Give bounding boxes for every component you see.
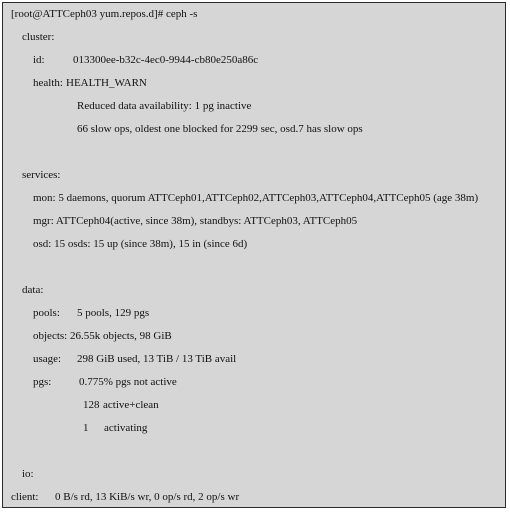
pools-label: pools: bbox=[33, 307, 60, 319]
service-mgr: mgr: ATTCeph04(active, since 38m), standbys: ATTCeph03, ATTCeph05 bbox=[33, 215, 358, 227]
terminal-window[interactable] bbox=[2, 2, 506, 508]
cluster-id-label: id: bbox=[33, 54, 45, 66]
pgs-label: pgs: bbox=[33, 376, 52, 388]
pg-state-count: 1 bbox=[83, 422, 89, 434]
health-label: health: bbox=[33, 77, 63, 89]
data-header: data: bbox=[22, 284, 44, 296]
pg-state-count: 128 bbox=[83, 399, 100, 411]
health-warning: 66 slow ops, oldest one blocked for 2299 sec, osd.7 has slow ops bbox=[77, 123, 363, 135]
pools-value: 5 pools, 129 pgs bbox=[77, 307, 150, 319]
io-client-value: 0 B/s rd, 13 KiB/s wr, 0 op/s rd, 2 op/s wr bbox=[55, 491, 240, 503]
cluster-header: cluster: bbox=[22, 31, 55, 43]
pgs-value: 0.775% pgs not active bbox=[79, 376, 177, 388]
pg-state-name: activating bbox=[104, 422, 148, 434]
service-mon: mon: 5 daemons, quorum ATTCeph01,ATTCeph02,ATTCeph03,ATTCeph04,ATTCeph05 (age 38m) bbox=[33, 192, 479, 204]
command-prompt: [root@ATTCeph03 yum.repos.d]# ceph -s bbox=[11, 8, 198, 20]
io-header: io: bbox=[22, 468, 34, 480]
health-status: HEALTH_WARN bbox=[66, 77, 147, 89]
health-warning: Reduced data availability: 1 pg inactive bbox=[77, 100, 252, 112]
usage-label: usage: bbox=[33, 353, 62, 365]
objects-line: objects: 26.55k objects, 98 GiB bbox=[33, 330, 172, 342]
services-header: services: bbox=[22, 169, 61, 181]
service-osd: osd: 15 osds: 15 up (since 38m), 15 in (since 6d) bbox=[33, 238, 248, 250]
pg-state-name: active+clean bbox=[103, 399, 159, 411]
usage-value: 298 GiB used, 13 TiB / 13 TiB avail bbox=[77, 353, 237, 365]
cluster-id-value: 013300ee-b32c-4ec0-9944-cb80e250a86c bbox=[73, 54, 259, 66]
io-client-label: client: bbox=[11, 491, 39, 503]
